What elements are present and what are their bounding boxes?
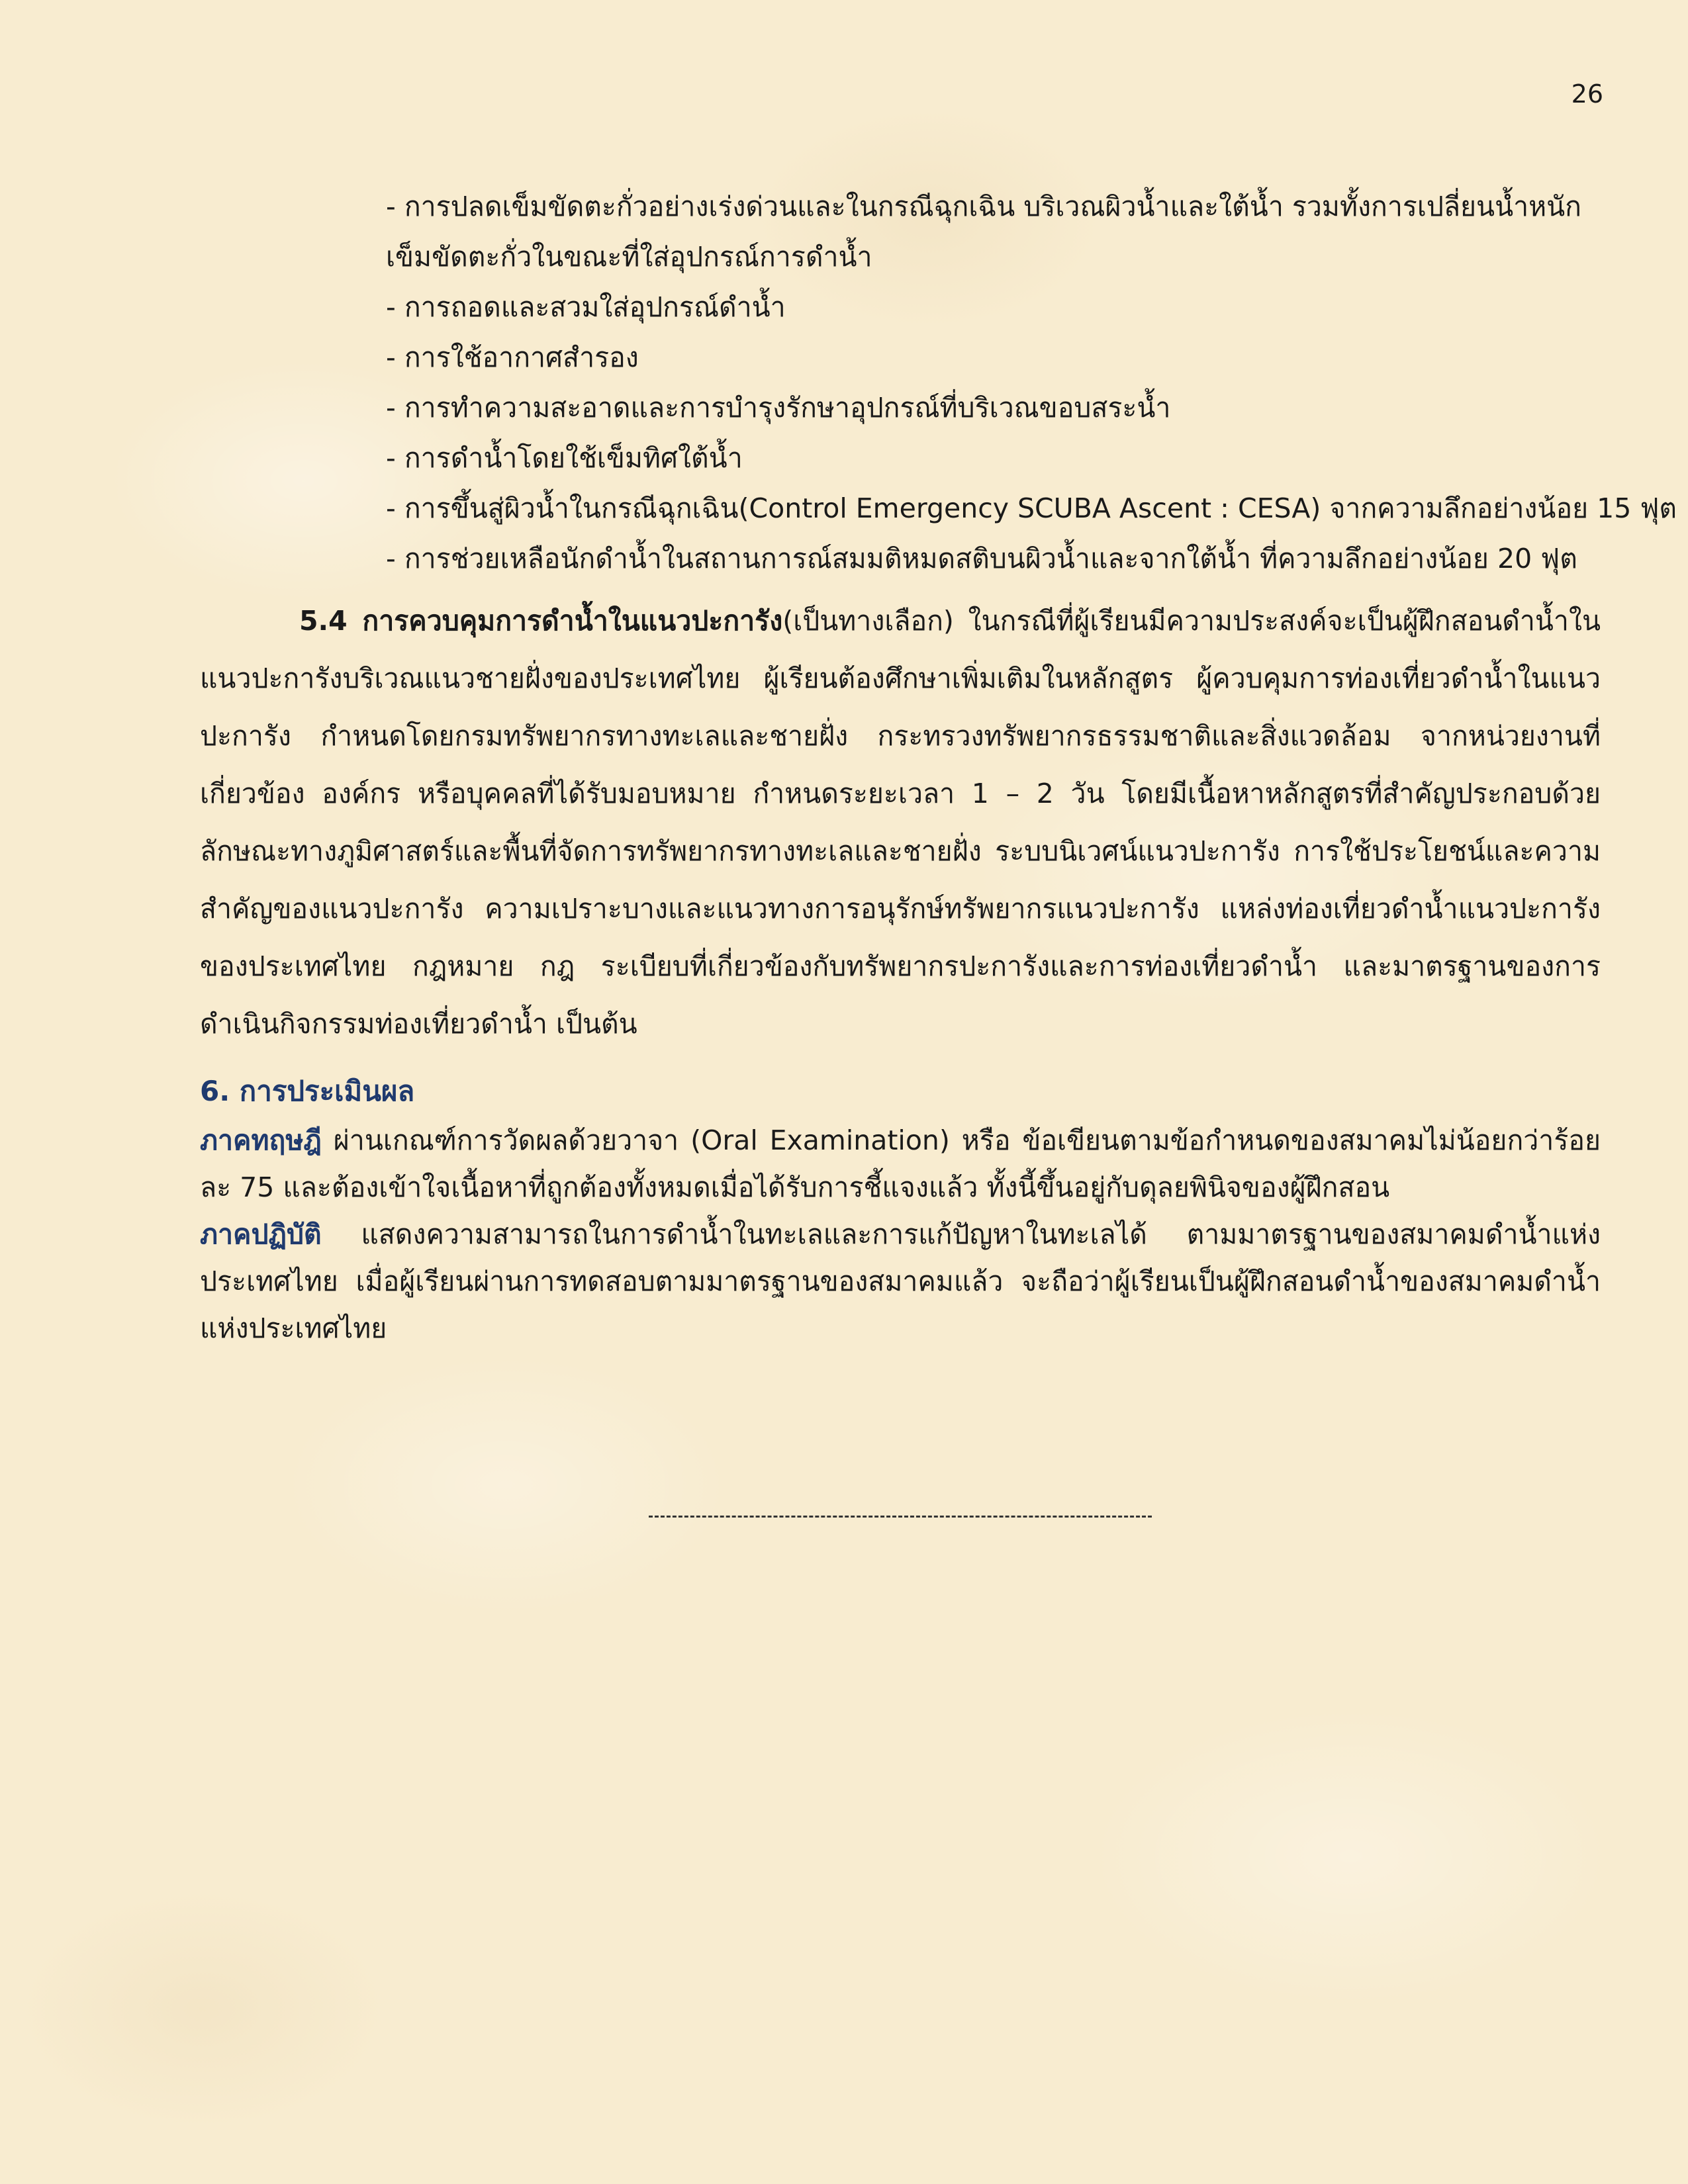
section-5-4-paragraph (200, 592, 1601, 1053)
bullet-item: - การทำความสะอาดและการบำรุงรักษาอุปกรณ์ที่บริเวณขอบสระน้ำ (386, 392, 1171, 424)
evaluation-block (200, 1117, 1601, 1352)
bullet-item: - การดำน้ำโดยใช้เข็มทิศใต้น้ำ (386, 442, 743, 474)
skills-bullet-list (386, 181, 1677, 584)
practice-text: แสดงความสามารถในการดำน้ำในทะเลและการแก้ปัญหาในทะเลได้ ตามมาตรฐานของสมาคมดำน้ำแห่งประเทศไทย เมื่อผู้เรียนผ่านการทดสอบตามมาตรฐานของสมาคมแล้ว จะถือว่าผู้เรียนเป็นผู้ฝึกสอนดำน้ำของสมาคมดำน้ำแห่งประเทศไทย (200, 1218, 1601, 1344)
theory-evaluation (200, 1117, 1601, 1211)
bullet-item: - การปลดเข็มขัดตะกั่วอย่างเร่งด่วนและในกรณีฉุกเฉิน บริเวณผิวน้ำและใต้น้ำ รวมทั้งการเปลี่ยนน้ำหนัก (386, 191, 1582, 222)
theory-label: ภาคทฤษฎี (200, 1124, 322, 1156)
section-6-title: 6. การประเมินผล (200, 1075, 415, 1107)
section-5-4-heading: 5.4 การควบคุมการดำน้ำในแนวปะการัง (299, 605, 783, 637)
page-number: 26 (1571, 79, 1603, 109)
end-divider (649, 1516, 1152, 1518)
bullet-item: - การช่วยเหลือนักดำน้ำในสถานการณ์สมมติหมดสติบนผิวน้ำและจากใต้น้ำ ที่ความลึกอย่างน้อย 20 ฟุต (386, 543, 1577, 574)
practice-evaluation (200, 1211, 1601, 1352)
theory-text: ผ่านเกณฑ์การวัดผลด้วยวาจา (Oral Examination) หรือ ข้อเขียนตามข้อกำหนดของสมาคมไม่น้อยกว่าร้อยละ 75 และต้องเข้าใจเนื้อหาที่ถูกต้องทั้งหมดเมื่อได้รับการชี้แจงแล้ว ทั้งนี้ขึ้นอยู่กับดุลยพินิจของผู้ฝึกสอน (200, 1124, 1601, 1203)
practice-label: ภาคปฏิบัติ (200, 1218, 322, 1250)
bullet-item: - การใช้อากาศสำรอง (386, 341, 639, 373)
section-5-4-body: (เป็นทางเลือก) ในกรณีที่ผู้เรียนมีความประสงค์จะเป็นผู้ฝึกสอนดำน้ำในแนวปะการังบริเวณแนวชายฝั่งของประเทศไทย ผู้เรียนต้องศึกษาเพิ่มเติมในหลักสูตร ผู้ควบคุมการท่องเที่ยวดำน้ำในแนวปะการัง กำหนดโดยกรมทรัพยากรทางทะเลและชายฝั่ง กระทรวงทรัพยากรธรรมชาติและสิ่งแวดล้อม จากหน่วยงานที่เกี่ยวข้อง องค์กร หรือบุคคลที่ได้รับมอบหมาย กำหนดระยะเวลา 1 – 2 วัน โดยมีเนื้อหาหลักสูตรที่สำคัญประกอบด้วย ลักษณะทางภูมิศาสตร์และพื้นที่จัดการทรัพยากรทางทะเลและชายฝั่ง ระบบนิเวศน์แนวปะการัง การใช้ประโยชน์และความสำคัญของแนวปะการัง ความเปราะบางและแนวทางการอนุรักษ์ทรัพยากรแนวปะการัง แหล่งท่องเที่ยวดำน้ำแนวปะการังของประเทศไทย กฎหมาย กฎ ระเบียบที่เกี่ยวข้องกับทรัพยากรปะการังและการท่องเที่ยวดำน้ำ และมาตรฐานของการดำเนินกิจกรรมท่องเที่ยวดำน้ำ เป็นต้น (200, 605, 1601, 1040)
bullet-item: - การถอดและสวมใส่อุปกรณ์ดำน้ำ (386, 291, 786, 323)
bullet-item: - การขึ้นสู่ผิวน้ำในกรณีฉุกเฉิน(Control Emergency SCUBA Ascent : CESA) จากความลึกอย่างน้อย 15 ฟุต (386, 492, 1677, 524)
bullet-item-continuation: เข็มขัดตะกั่วในขณะที่ใส่อุปกรณ์การดำน้ำ (386, 241, 872, 273)
